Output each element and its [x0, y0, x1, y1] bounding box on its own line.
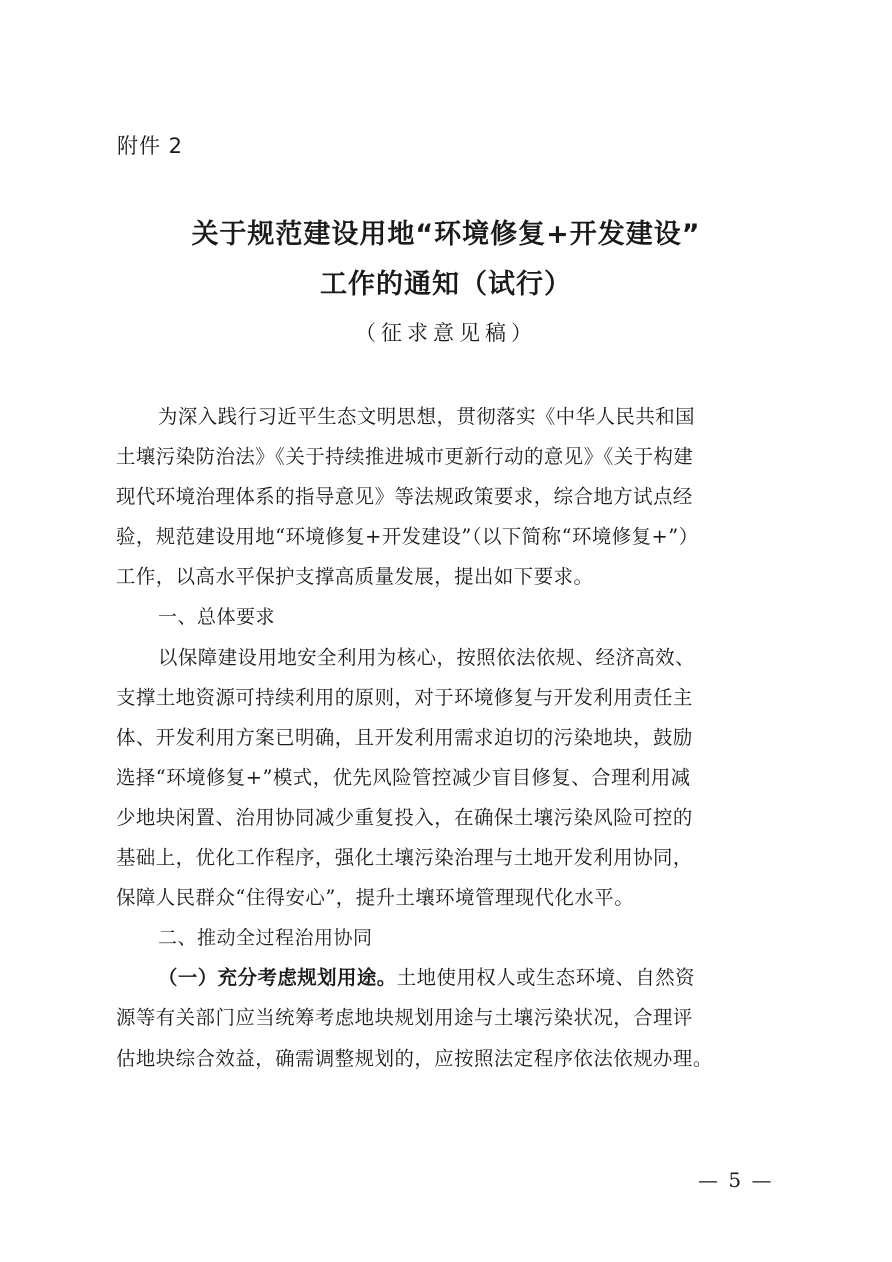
- document-title-line-2: 工作的通知（试行）: [320, 269, 572, 300]
- document-body: [116, 397, 780, 1079]
- section-2-heading: 二、推动全过程治用协同: [158, 927, 373, 950]
- item-1-line: 估地块综合效益，确需调整规划的，应按照法定程序依法依规办理。: [116, 1046, 713, 1070]
- section-1-line: 体、开发利用方案已明确，且开发利用需求迫切的污染地块，鼓励: [116, 725, 693, 749]
- intro-line: 土壤污染防治法》《关于持续推进城市更新行动的意见》《关于构建: [116, 445, 694, 469]
- section-1-heading: 一、总体要求: [158, 606, 276, 629]
- intro-line: 为深入践行习近平生态文明思想，贯彻落实《中华人民共和国: [158, 405, 696, 428]
- page-number: — 5 —: [698, 1168, 774, 1192]
- section-1-line: 选择“环境修复+”模式，优先风险管控减少盲目修复、合理利用减: [116, 765, 691, 789]
- section-1-line: 基础上，优化工作程序，强化土壤污染治理与土地开发利用协同，: [116, 846, 693, 870]
- item-1-label: （一）充分考虑规划用途。: [158, 966, 397, 990]
- section-1-line: 支撑土地资源可持续利用的原则，对于环境修复与开发利用责任主: [116, 685, 693, 709]
- intro-line: 工作，以高水平保护支撑高质量发展，提出如下要求。: [116, 565, 594, 589]
- attachment-label: 附件 2: [117, 134, 184, 158]
- document-subtitle: （征求意见稿）: [355, 321, 537, 345]
- section-1-line: 保障人民群众“住得安心”，提升土壤环境管理现代化水平。: [116, 886, 635, 910]
- item-1-line: 源等有关部门应当统筹考虑地块规划用途与土壤污染状况，合理评: [116, 1006, 693, 1030]
- item-1-first-line: [116, 958, 780, 998]
- document-title-line-1: 关于规范建设用地“环境修复+开发建设”: [191, 219, 701, 250]
- intro-line: 验，规范建设用地“环境修复+开发建设”（以下简称“环境修复+”）: [116, 525, 699, 549]
- section-1-line: 以保障建设用地安全利用为核心，按照依法依规、经济高效、: [158, 645, 696, 669]
- section-1-line: 少地块闲置、治用协同减少重复投入，在确保土壤污染风险可控的: [116, 805, 693, 829]
- item-1-first-line-text: 土地使用权人或生态环境、自然资: [396, 966, 696, 990]
- intro-line: 现代环境治理体系的指导意见》等法规政策要求，综合地方试点经: [116, 485, 693, 509]
